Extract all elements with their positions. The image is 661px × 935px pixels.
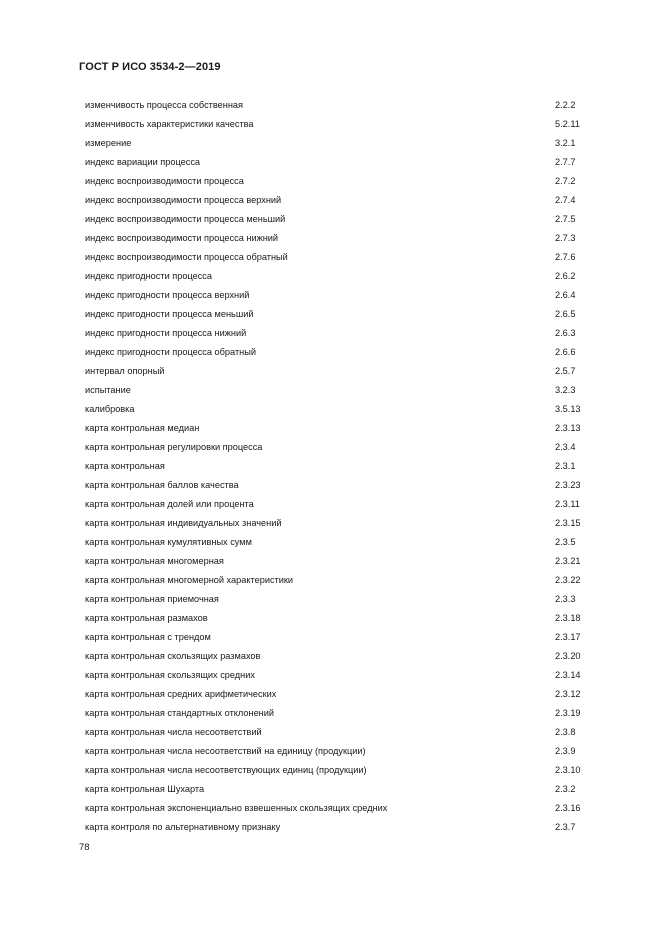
index-reference: 2.6.5 (555, 309, 576, 319)
index-entry (85, 96, 605, 115)
index-term: карта контрольная числа несоответствий (85, 727, 262, 737)
index-reference: 2.3.19 (555, 708, 581, 718)
index-reference: 2.7.6 (555, 252, 576, 262)
index-term: карта контрольная экспоненциально взвешенных скользящих средних (85, 803, 388, 813)
index-reference: 2.3.20 (555, 651, 581, 661)
index-reference: 2.7.2 (555, 176, 576, 186)
index-reference: 2.3.17 (555, 632, 581, 642)
index-entry (85, 533, 605, 552)
page-number: 78 (79, 842, 90, 853)
index-entry (85, 742, 605, 761)
index-reference: 2.3.4 (555, 442, 576, 452)
index-term: карта контрольная долей или процента (85, 499, 254, 509)
index-entry (85, 590, 605, 609)
index-reference: 2.3.11 (555, 499, 580, 509)
index-entry (85, 571, 605, 590)
index-term: индекс воспроизводимости процесса нижний (85, 233, 279, 243)
index-entry (85, 419, 605, 438)
index-term: индекс пригодности процесса верхний (85, 290, 250, 300)
index-entry (85, 286, 605, 305)
index-entry (85, 647, 605, 666)
index-term: интервал опорный (85, 366, 165, 376)
index-reference: 2.7.5 (555, 214, 576, 224)
index-term: карта контрольная с трендом (85, 632, 211, 642)
index-reference: 2.3.3 (555, 594, 576, 604)
index-reference: 3.5.13 (555, 404, 581, 414)
index-term: индекс воспроизводимости процесса верхний (85, 195, 282, 205)
index-term: изменчивость процесса собственная (85, 100, 243, 110)
index-entry (85, 495, 605, 514)
index-term: карта контрольная стандартных отклонений (85, 708, 275, 718)
index-reference: 2.2.2 (555, 100, 576, 110)
index-reference: 2.6.3 (555, 328, 576, 338)
index-reference: 2.3.13 (555, 423, 581, 433)
index-term: карта контрольная (85, 461, 165, 471)
index-term: карта контрольная числа несоответствий на единицу (продукции) (85, 746, 366, 756)
index-reference: 3.2.1 (555, 138, 576, 148)
index-term: индекс воспроизводимости процесса меньший (85, 214, 286, 224)
index-entry (85, 267, 605, 286)
index-term: индекс пригодности процесса обратный (85, 347, 256, 357)
index-entry (85, 685, 605, 704)
index-reference: 5.2.11 (555, 119, 580, 129)
index-entry (85, 761, 605, 780)
index-term: измерение (85, 138, 132, 148)
index-reference: 2.7.3 (555, 233, 576, 243)
index-reference: 2.3.9 (555, 746, 576, 756)
index-reference: 2.3.2 (555, 784, 576, 794)
index-term: карта контрольная многомерной характеристики (85, 575, 294, 585)
index-reference: 2.3.15 (555, 518, 581, 528)
index-term: карта контрольная регулировки процесса (85, 442, 263, 452)
index-entry (85, 476, 605, 495)
index-entry (85, 172, 605, 191)
index-entry (85, 191, 605, 210)
index-term: изменчивость характеристики качества (85, 119, 254, 129)
index-entry (85, 780, 605, 799)
index-reference: 2.3.12 (555, 689, 581, 699)
index-reference: 2.3.16 (555, 803, 581, 813)
index-term: карта контрольная индивидуальных значений (85, 518, 282, 528)
index-entry (85, 229, 605, 248)
index-term: испытание (85, 385, 131, 395)
index-entry (85, 799, 605, 818)
index-reference: 2.3.8 (555, 727, 576, 737)
index-reference: 2.7.7 (555, 157, 576, 167)
document-header: ГОСТ Р ИСО 3534-2—2019 (79, 61, 221, 73)
index-reference: 2.7.4 (555, 195, 576, 205)
index-entry (85, 343, 605, 362)
index-reference: 2.3.14 (555, 670, 581, 680)
index-reference: 2.3.23 (555, 480, 581, 490)
index-reference: 2.3.7 (555, 822, 576, 832)
index-entry (85, 514, 605, 533)
index-entry (85, 438, 605, 457)
index-reference: 2.3.21 (555, 556, 581, 566)
index-term: карта контрольная приемочная (85, 594, 219, 604)
index-term: индекс воспроизводимости процесса (85, 176, 244, 186)
index-reference: 2.6.6 (555, 347, 576, 357)
index-entry (85, 324, 605, 343)
index-entry (85, 704, 605, 723)
index-term: индекс пригодности процесса меньший (85, 309, 254, 319)
index-entry (85, 134, 605, 153)
index-term: калибровка (85, 404, 135, 414)
index-term: карта контрольная медиан (85, 423, 200, 433)
index-entry (85, 362, 605, 381)
index-reference: 3.2.3 (555, 385, 576, 395)
index-entry (85, 818, 605, 837)
index-entry (85, 723, 605, 742)
index-entry (85, 248, 605, 267)
index-entry (85, 628, 605, 647)
index-term: карта контрольная скользящих размахов (85, 651, 261, 661)
index-reference: 2.3.22 (555, 575, 581, 585)
index-entry (85, 210, 605, 229)
index-entry (85, 666, 605, 685)
index-reference: 2.3.1 (555, 461, 576, 471)
index-term: индекс воспроизводимости процесса обратный (85, 252, 288, 262)
index-term: карта контрольная Шухарта (85, 784, 205, 794)
index-entry (85, 400, 605, 419)
index-term: карта контрольная размахов (85, 613, 208, 623)
index-entry (85, 609, 605, 628)
term-index-list (85, 96, 605, 837)
index-term: карта контрольная числа несоответствующих единиц (продукции) (85, 765, 367, 775)
index-term: индекс пригодности процесса (85, 271, 213, 281)
index-reference: 2.6.2 (555, 271, 576, 281)
index-term: индекс вариации процесса (85, 157, 201, 167)
index-entry (85, 115, 605, 134)
index-term: карта контрольная средних арифметических (85, 689, 277, 699)
index-reference: 2.3.5 (555, 537, 576, 547)
index-term: карта контроля по альтернативному признаку (85, 822, 281, 832)
index-reference: 2.5.7 (555, 366, 576, 376)
index-entry (85, 305, 605, 324)
index-term: индекс пригодности процесса нижний (85, 328, 247, 338)
index-reference: 2.6.4 (555, 290, 576, 300)
index-entry (85, 153, 605, 172)
index-reference: 2.3.10 (555, 765, 581, 775)
index-term: карта контрольная скользящих средних (85, 670, 255, 680)
index-entry (85, 457, 605, 476)
index-entry (85, 552, 605, 571)
index-reference: 2.3.18 (555, 613, 581, 623)
index-entry (85, 381, 605, 400)
index-term: карта контрольная кумулятивных сумм (85, 537, 252, 547)
index-term: карта контрольная многомерная (85, 556, 224, 566)
index-term: карта контрольная баллов качества (85, 480, 239, 490)
